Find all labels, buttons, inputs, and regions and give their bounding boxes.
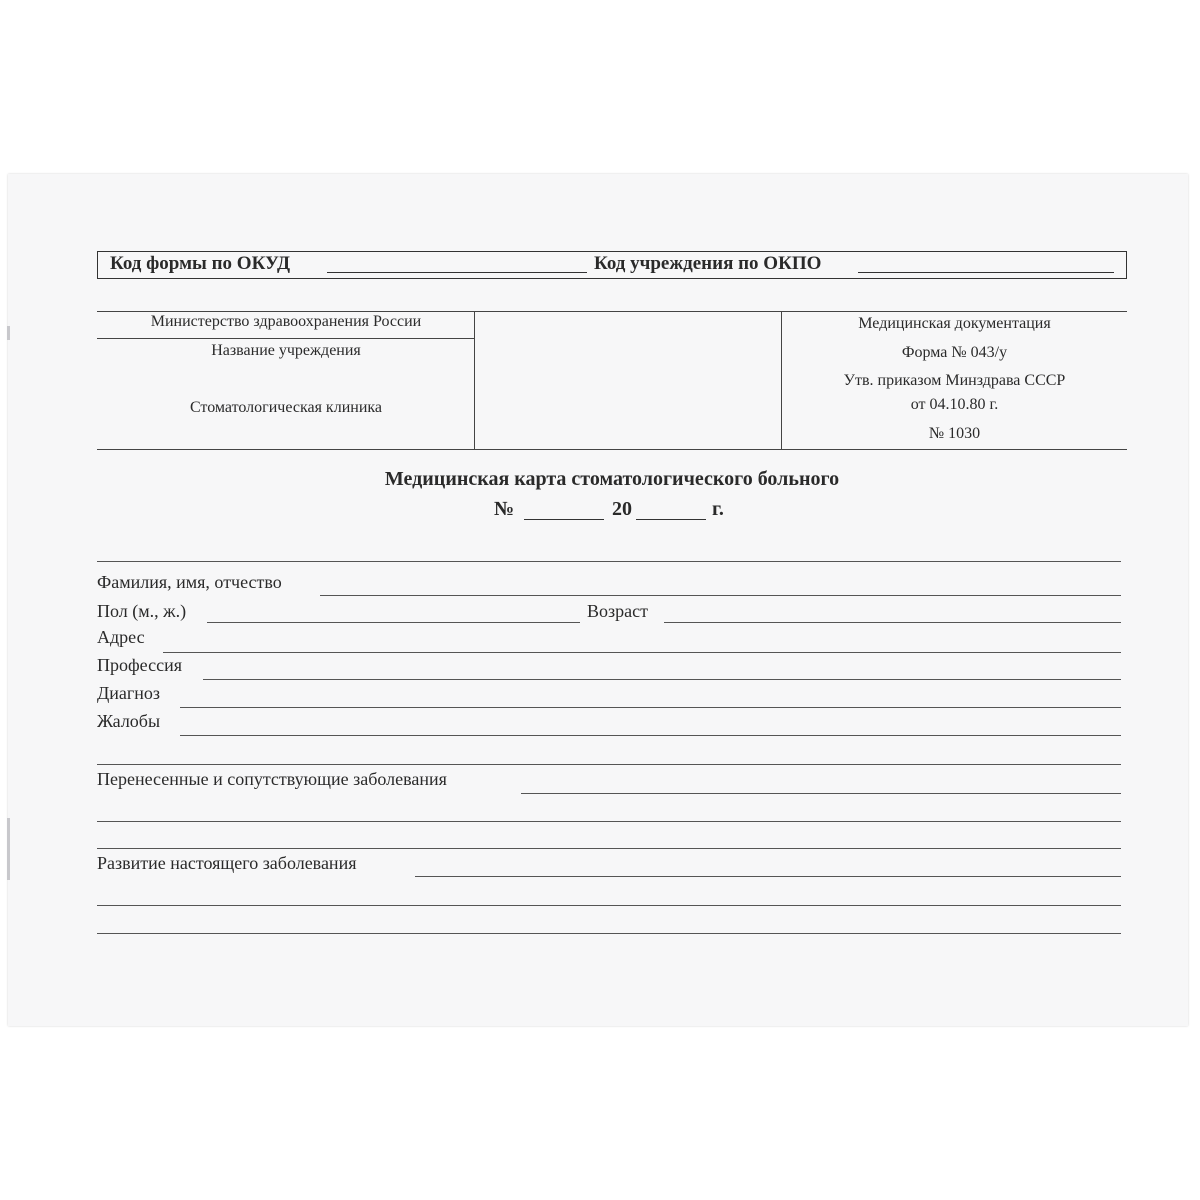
development-field-line[interactable]	[415, 876, 1121, 877]
ministry-divider	[97, 338, 475, 339]
okpo-label: Код учреждения по ОКПО	[594, 253, 822, 274]
sex-field-line[interactable]	[207, 622, 580, 623]
ministry-text: Министерство здравоохранения России	[150, 313, 422, 330]
year-field[interactable]	[636, 519, 706, 520]
blank-line-top[interactable]	[97, 561, 1121, 562]
development-extra-line[interactable]	[97, 905, 1121, 906]
page-title: Медицинская карта стоматологического больного	[384, 468, 840, 490]
binding-mark-top	[7, 326, 10, 340]
diseases-extra-line[interactable]	[97, 821, 1121, 822]
documentation-label: Медицинская документация	[858, 315, 1051, 332]
binding-mark-bottom	[7, 818, 10, 880]
clinic-name: Стоматологическая клиника	[189, 399, 383, 416]
profession-label: Профессия	[97, 655, 182, 675]
order-number: № 1030	[928, 425, 981, 442]
year-suffix: г.	[712, 498, 724, 520]
form-number: Форма № 043/у	[901, 344, 1008, 361]
profession-field-line[interactable]	[203, 679, 1121, 680]
institution-name-label: Название учреждения	[211, 342, 361, 359]
complaints-extra-line[interactable]	[97, 764, 1121, 765]
year-prefix: 20	[612, 498, 632, 520]
okpo-field-line[interactable]	[858, 272, 1114, 273]
development-extra-line-2[interactable]	[97, 933, 1121, 934]
approval-text: Утв. приказом Минздрава СССР	[843, 372, 1066, 389]
okud-label: Код формы по ОКУД	[110, 253, 291, 274]
address-label: Адрес	[97, 627, 145, 647]
fio-label: Фамилия, имя, отчество	[97, 572, 282, 592]
header-top-line	[97, 311, 1127, 312]
header-bottom-line	[97, 449, 1127, 450]
sex-label: Пол (м., ж.)	[97, 601, 187, 621]
header-col-divider-1	[474, 311, 475, 449]
age-field-line[interactable]	[664, 622, 1121, 623]
diseases-extra-line-2[interactable]	[97, 848, 1121, 849]
age-label: Возраст	[587, 601, 648, 621]
diagnosis-label: Диагноз	[97, 683, 161, 703]
diseases-label: Перенесенные и сопутствующие заболевания	[97, 769, 447, 789]
form-sheet	[8, 174, 1188, 1026]
approval-date: от 04.10.80 г.	[910, 396, 999, 413]
okud-field-line[interactable]	[327, 272, 587, 273]
card-number-field[interactable]	[524, 519, 604, 520]
complaints-field-line[interactable]	[180, 735, 1121, 736]
diseases-field-line[interactable]	[521, 793, 1121, 794]
card-number-sign: №	[494, 498, 515, 520]
development-label: Развитие настоящего заболевания	[97, 853, 357, 873]
complaints-label: Жалобы	[97, 711, 161, 731]
diagnosis-field-line[interactable]	[180, 707, 1121, 708]
address-field-line[interactable]	[163, 652, 1121, 653]
fio-field-line[interactable]	[320, 595, 1121, 596]
